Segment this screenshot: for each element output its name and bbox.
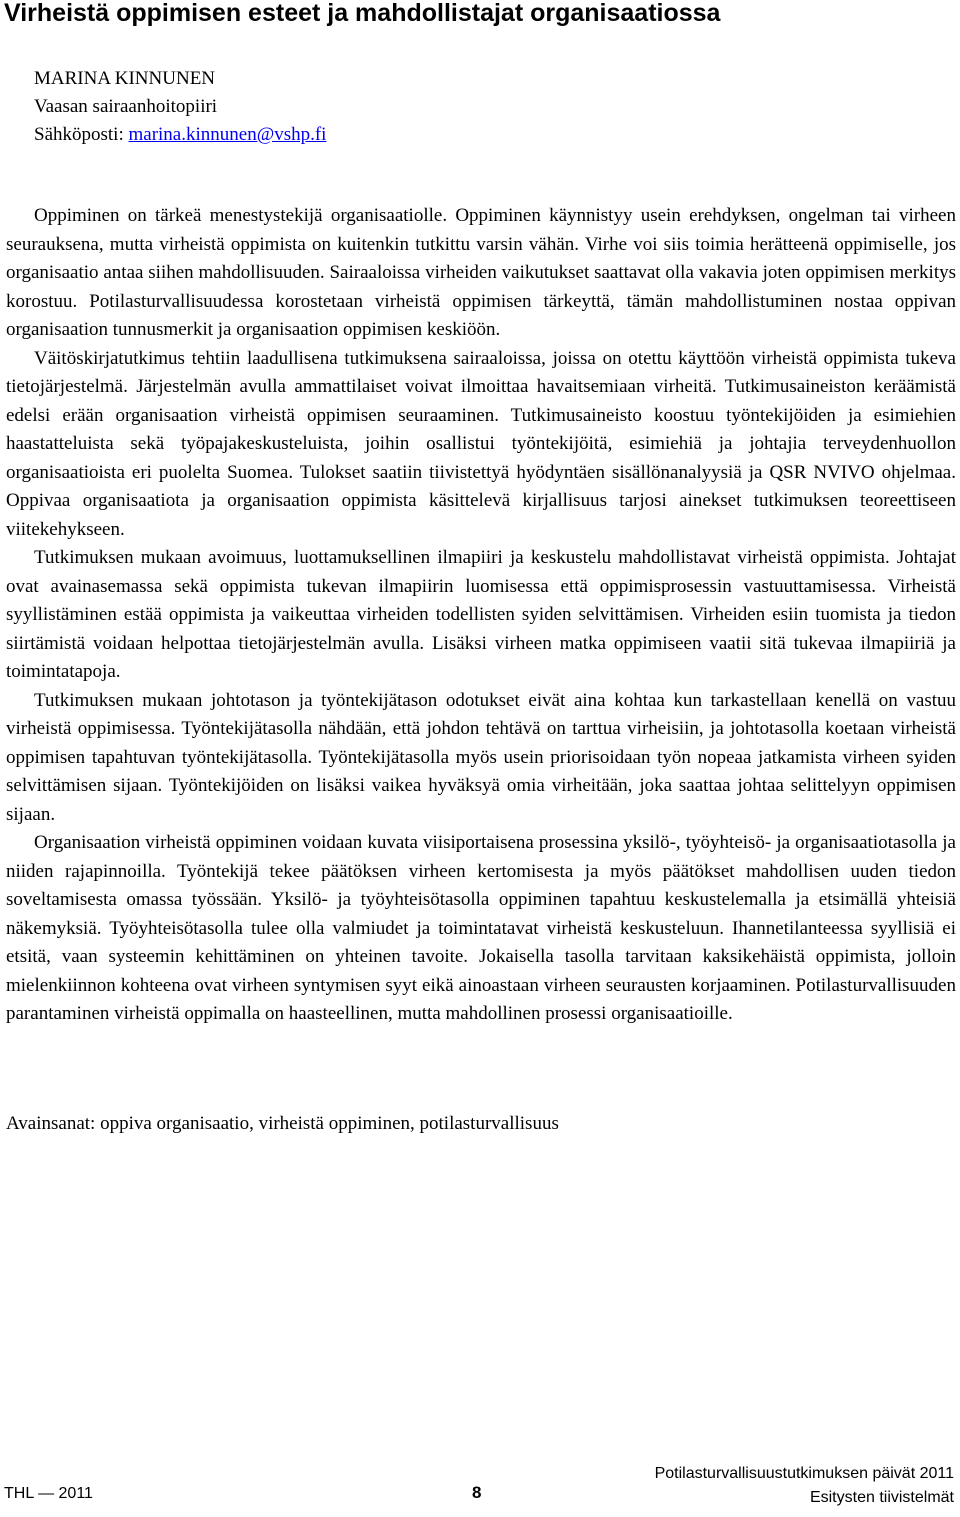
paragraph-3: Tutkimuksen mukaan avoimuus, luottamuksellinen ilmapiiri ja keskustelu mahdollistavat virheistä oppimista. Johtajat ovat avainasemassa sekä oppimista tukevan ilmapiirin luomisessa että oppimisprosessin vastuuttamisessa. Virheistä syyllistäminen estää oppimista ja vaikeuttaa virheiden todellisten syiden selvittämisen. Virheiden esiin tuomista ja tiedon siirtämistä voidaan helpottaa tietojärjestelmän avulla. Lisäksi virheen matka oppimiseen vaatii sitä tukevaa ilmapiiriä ja toimintatapoja.: [6, 547, 956, 682]
footer-publication: [655, 1462, 954, 1510]
keywords: Avainsanat: oppiva organisaatio, virheistä oppiminen, potilasturvallisuus: [6, 1113, 559, 1134]
paragraph-1: Oppiminen on tärkeä menestystekijä organisaatiolle. Oppiminen käynnistyy usein erehdyksen, ongelman tai virheen seurauksena, mutta virheistä oppimista on kuitenkin tutkittu varsin vähän. Virhe voi siis toimia herätteenä oppimiselle, jos organisaatio antaa siihen mahdollisuuden. Sairaaloissa virheiden vaikutukset saattavat olla vakavia joten oppimisen merkitys korostuu. Potilasturvallisuudessa korostetaan virheistä oppimisen tärkeyttä, tämän mahdollistuminen nostaa oppivan organisaation tunnusmerkit ja organisaation oppimisen keskiöön.: [6, 205, 956, 340]
abstract-body: [6, 202, 956, 1029]
author-block: [34, 65, 326, 149]
paragraph-5: Organisaation virheistä oppiminen voidaan kuvata viisiportaisena prosessina yksilö-, työyhteisö- ja organisaatiotasolla ja niiden rajapinnoilla. Työntekijä tekee päätöksen virheen kertomisesta ja myös päätökset mahdollisen uuden tiedon soveltamisesta omassa työssään. Yksilö- ja työyhteisötasolla oppiminen tapahtuu keskustelemalla ja etsimällä yhteisiä näkemyksiä. Työyhteisötasolla tulee olla valmiudet ja toimintatavat virheistä keskusteluun. Ihannetilanteessa syyllisiä ei etsitä, vaan systeemin kehittäminen on yhteinen tavoite. Jokaisella tasolla tarvitaan kaksikehäistä oppimista, jolloin mielenkiinnon kohteena ovat virheen syntymisen syyt eikä ainoastaan virheen seurausten korjaaminen. Potilasturvallisuuden parantaminen virheistä oppimalla on haasteellinen, mutta mahdollinen prosessi organisaatioille.: [6, 832, 956, 1024]
paragraph-2: Väitöskirjatutkimus tehtiin laadullisena tutkimuksena sairaaloissa, joissa on otettu käyttöön virheistä oppimista tukeva tietojärjestelmä. Järjestelmän avulla ammattilaiset voivat ilmoittaa havaitsemiaan virheitä. Tutkimusaineiston keräämistä edelsi erään organisaation virheistä oppimisen seuraaminen. Tutkimusaineisto koostuu työntekijöiden ja esimiehien haastatteluista sekä työpajakeskusteluista, joihin osallistui työntekijöitä, esimiehiä ja johtajia terveydenhuollon organisaatioista eri puolelta Suomea. Tulokset saatiin tiivistettyä hyödyntäen sisällönanalyysiä ja QSR NVIVO ohjelmaa. Oppivaa organisaatiota ja organisaation oppimista käsittelevä kirjallisuus tarjosi ainekset tutkimuksen teoreettiseen viitekehykseen.: [6, 347, 956, 540]
email-link[interactable]: marina.kinnunen@vshp.fi: [128, 124, 327, 145]
author-email-line: [34, 121, 326, 149]
page-title: Virheistä oppimisen esteet ja mahdollistajat organisaatiossa: [4, 0, 721, 27]
footer-publication-title: Potilasturvallisuustutkimuksen päivät 2011: [654, 1465, 954, 1482]
page-number: 8: [472, 1483, 482, 1502]
author-name: MARINA KINNUNEN: [34, 68, 216, 89]
author-organization: Vaasan sairaanhoitopiiri: [34, 96, 218, 117]
footer-publication-subtitle: Esitysten tiivistelmät: [809, 1489, 954, 1506]
email-label: Sähköposti:: [34, 124, 129, 145]
paragraph-4: Tutkimuksen mukaan johtotason ja työntekijätason odotukset eivät aina kohtaa kun tarkastellaan kenellä on vastuu virheistä oppimisessa. Työntekijätasolla nähdään, että johdon tehtävä on tarttua virheisiin, ja johtotasolla koetaan virheistä oppimisen tapahtuvan työntekijätasolla. Työntekijätasolla myös usein priorisoidaan työn nopeaa jatkamista virheen syiden selvittämisen sijaan. Työntekijöiden on lisäksi vaikea hyväksyä omia virheitään, joka saattaa johtaa selittelyyn oppimisen sijaan.: [6, 689, 956, 825]
footer-publisher: THL — 2011: [4, 1485, 93, 1502]
